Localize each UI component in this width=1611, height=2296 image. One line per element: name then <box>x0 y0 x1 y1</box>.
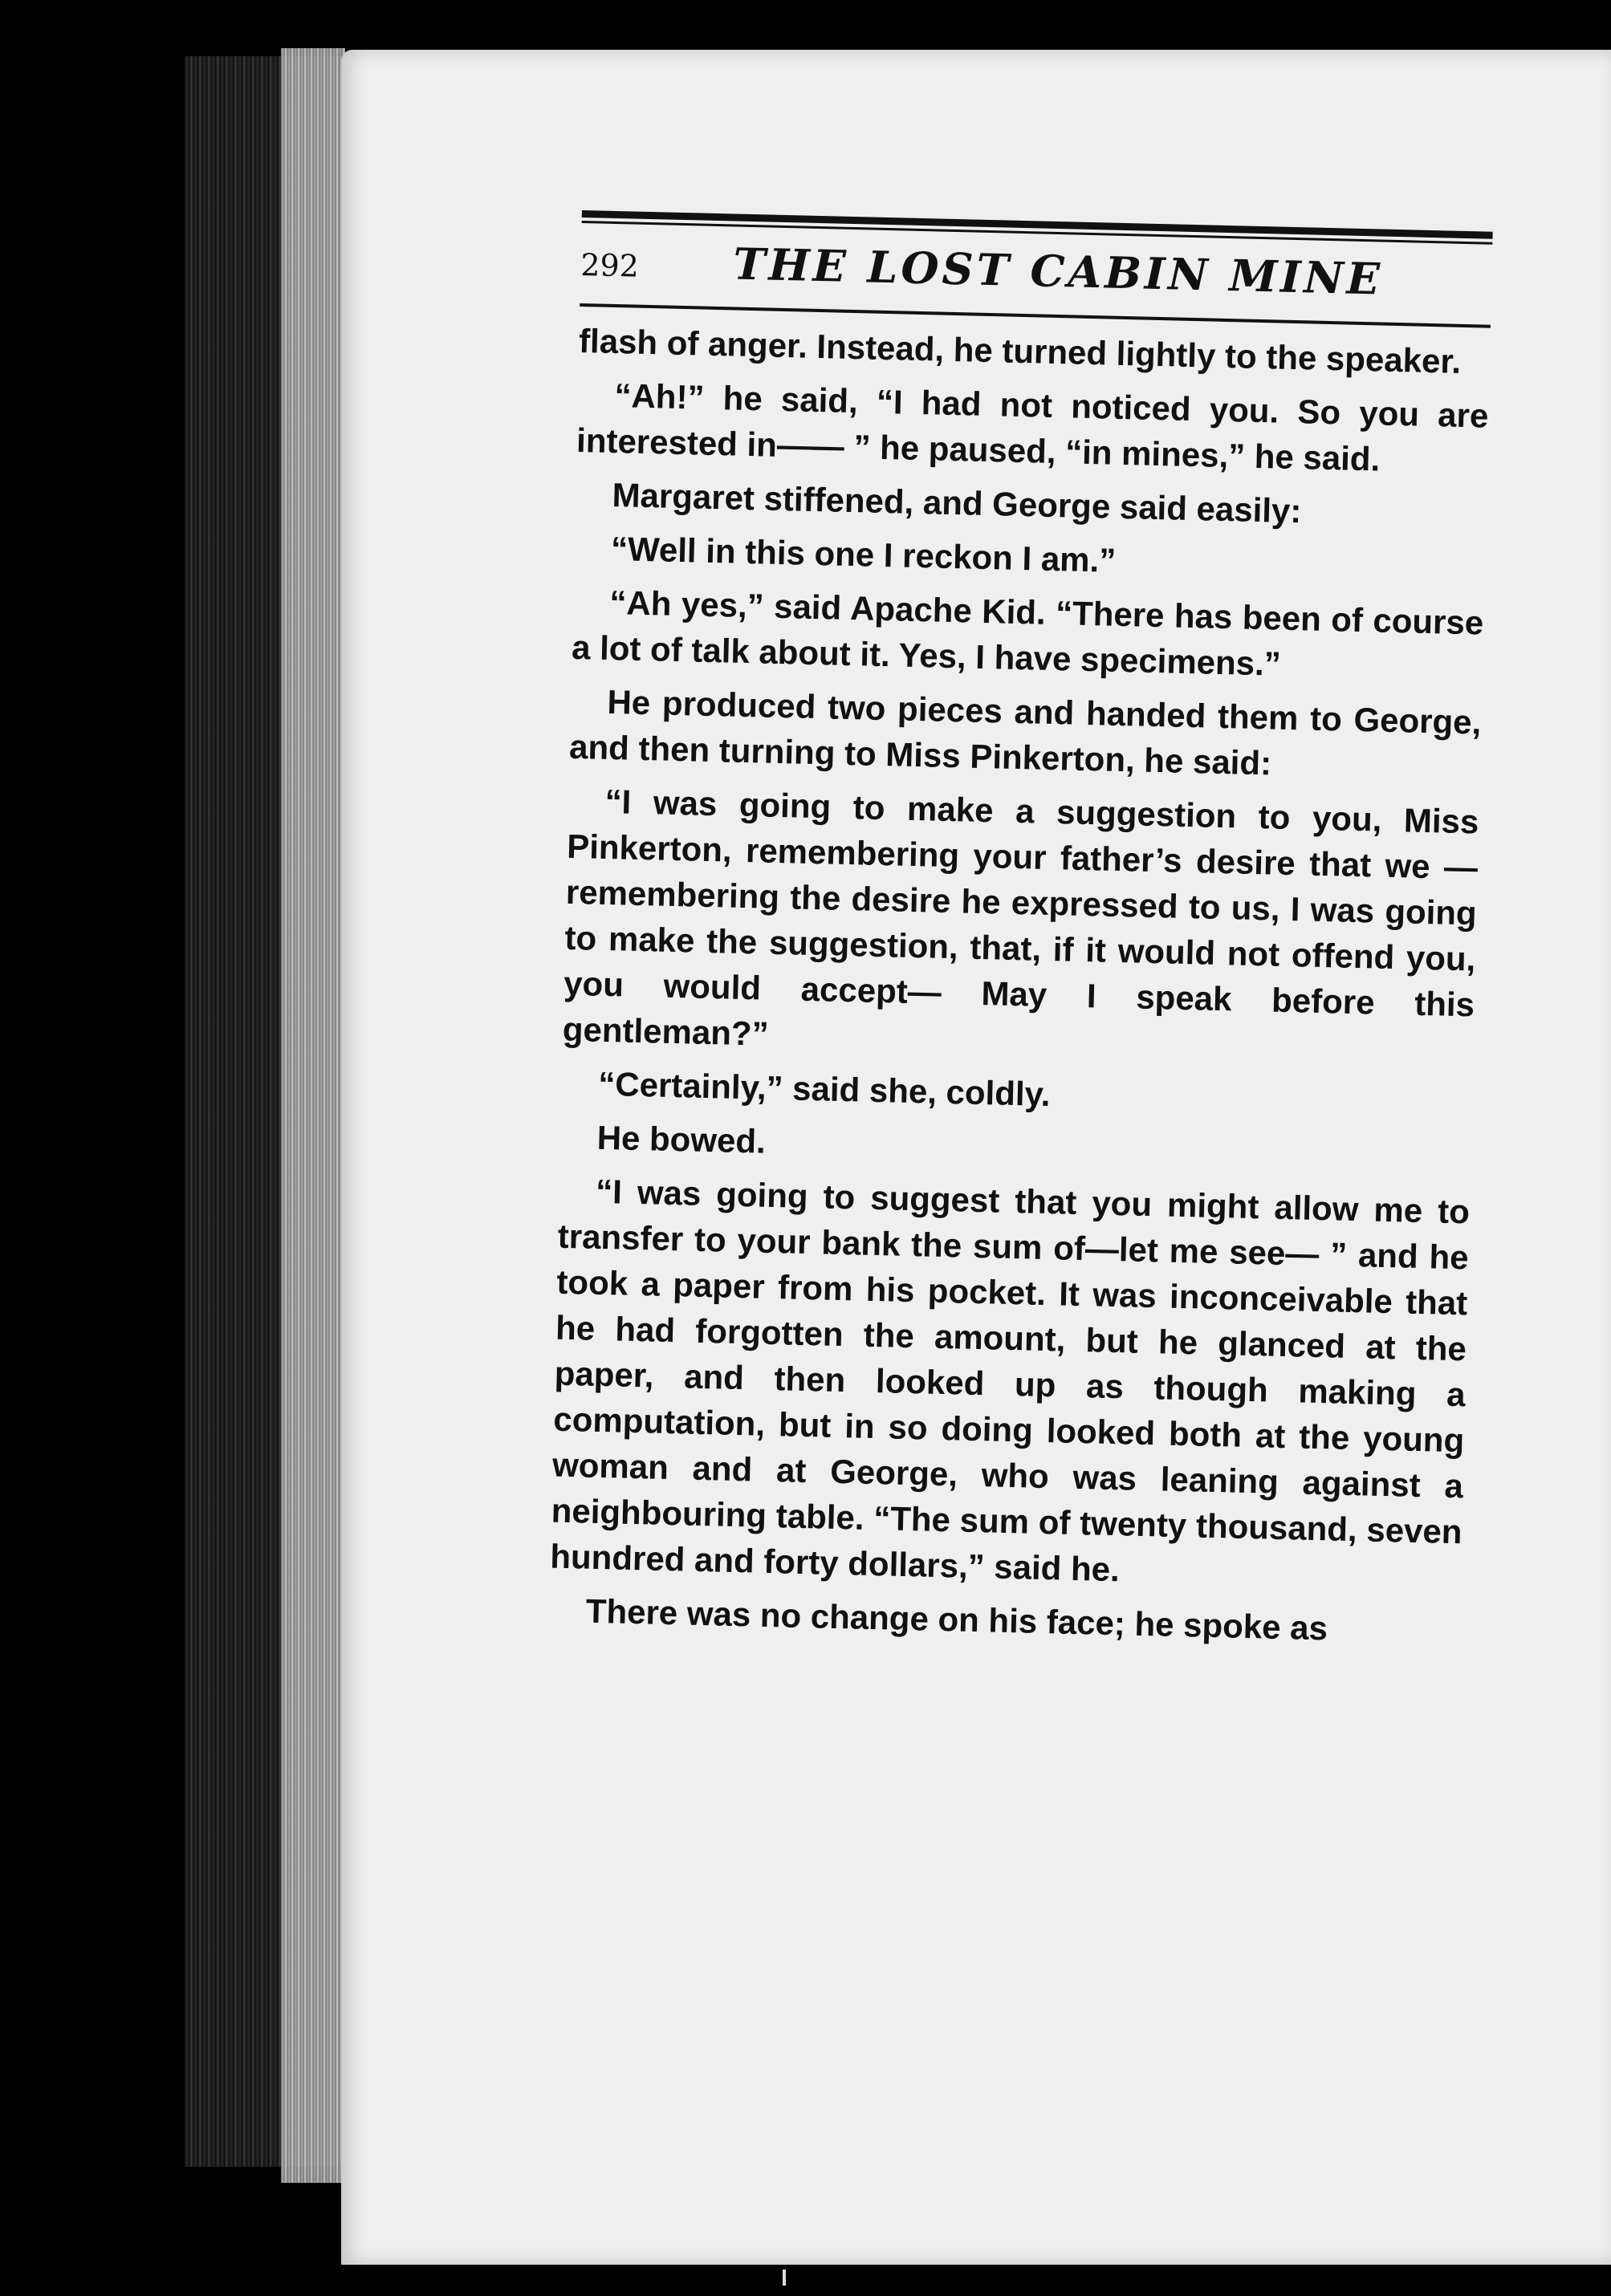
book-page <box>341 50 1611 2265</box>
scan-speck <box>783 2270 786 2286</box>
paragraph: “Ah yes,” said Apache Kid. “There has been of course a lot of talk about it. Yes, I have specimens.” <box>571 583 1484 683</box>
page-text-block <box>548 210 1493 1662</box>
running-title: THE LOST CABIN MINE <box>732 238 1384 305</box>
paragraph: “Well in this one I reckon I am.” <box>610 529 1117 579</box>
body-text <box>548 318 1490 1654</box>
paragraph: Margaret stiffened, and George said easily: <box>612 475 1302 530</box>
paragraph: “Certainly,” said she, coldly. <box>597 1064 1052 1114</box>
paragraph: “Ah!” he said, “I had not noticed you. So you are interested in—— ” he paused, “in mines,” he said. <box>576 376 1489 478</box>
paragraph: He bowed. <box>596 1118 767 1160</box>
paragraph: There was no change on his face; he spoke as <box>585 1591 1328 1648</box>
paragraph: flash of anger. Instead, he turned lightly to the speaker. <box>578 321 1462 380</box>
paragraph: He produced two pieces and handed them to George, and then turning to Miss Pinkerton, he said: <box>568 682 1482 782</box>
page-number: 292 <box>580 246 640 284</box>
book-page-edges-light <box>281 48 345 2183</box>
paragraph: “I was going to make a suggestion to you, Miss Pinkerton, remembering your father’s desire that we —remembering the desire he expressed to us, I was going to make the suggestion, that, if it would not offend you, you would accept— May I speak before this gentleman?” <box>562 782 1479 1053</box>
paragraph: “I was going to suggest that you might allow me to transfer to your bank the sum of—let me see— ” and he took a paper from his pocket. It was inconceivable that he had forgotten the amount, but he glanced at the paper, and then looked up as though making a computation, but in so doing looked both at the young woman and at George, who was leaning against a neighbouring table. “The sum of twenty thousand, seven hundred and forty dollars,” said he. <box>549 1172 1471 1589</box>
